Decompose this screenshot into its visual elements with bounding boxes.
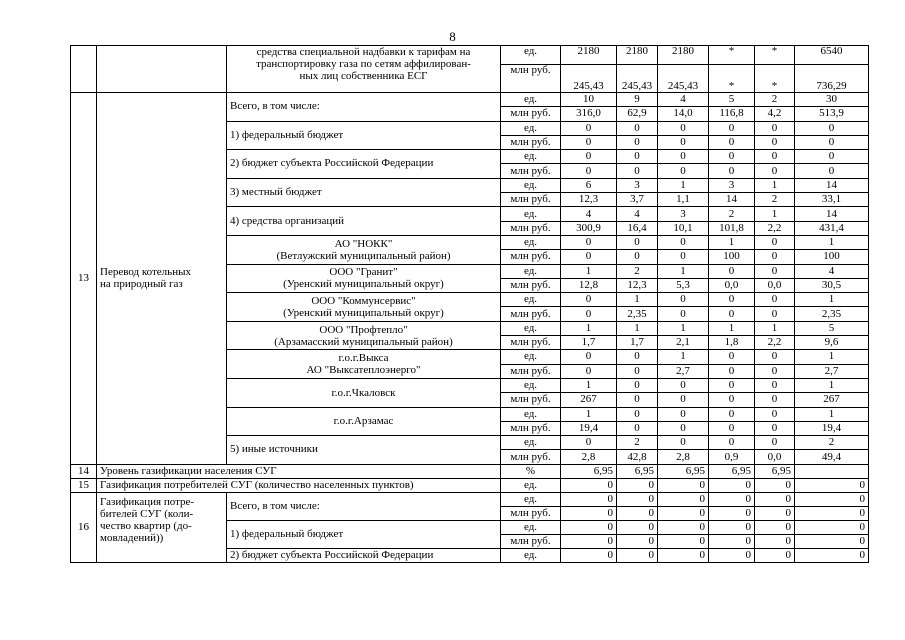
value-cell: 42,8 (617, 450, 658, 464)
unit-cell: млн руб. (501, 393, 561, 407)
value-cell: 513,9 (795, 107, 869, 121)
value-cell: 6,95 (658, 464, 709, 478)
value-cell: 6540 (795, 46, 869, 65)
value-cell: 3,7 (617, 193, 658, 207)
unit-cell: ед. (501, 46, 561, 65)
value-cell: 0 (658, 436, 709, 450)
label-line: бителей СУГ (коли- (100, 507, 194, 520)
value-cell: 0 (755, 293, 795, 307)
value-cell: 30,5 (795, 278, 869, 292)
value-cell: 1 (795, 350, 869, 364)
value-cell: 0 (561, 506, 617, 520)
row-title (97, 492, 227, 562)
value-cell: 2,1 (658, 336, 709, 350)
value-cell: 19,4 (795, 421, 869, 435)
value-cell: 0 (755, 150, 795, 164)
value-cell: 431,4 (795, 221, 869, 235)
value-cell: 2180 (561, 46, 617, 65)
table-row (71, 492, 869, 506)
value-cell: 6,95 (561, 464, 617, 478)
row-title: Газификация потребителей СУГ (количество населенных пунктов) (97, 478, 501, 492)
row-title (97, 93, 227, 465)
table-row (71, 478, 869, 492)
value-cell: 0 (755, 393, 795, 407)
value-cell: 0 (709, 293, 755, 307)
value-cell: 0 (561, 364, 617, 378)
value-cell: 4,2 (755, 107, 795, 121)
value-cell: 0 (658, 478, 709, 492)
value-cell: 49,4 (795, 450, 869, 464)
value-cell: 1 (755, 178, 795, 192)
value-cell: 0 (617, 393, 658, 407)
value-cell: 0 (795, 478, 869, 492)
unit-cell: млн руб. (501, 307, 561, 321)
value-cell: 0 (755, 478, 795, 492)
value-cell: 0 (755, 164, 795, 178)
value-cell: 0 (755, 407, 795, 421)
value-cell: 316,0 (561, 107, 617, 121)
label-line: АО "Выксатеплоэнерго" (306, 364, 421, 377)
value-cell: 0 (795, 506, 869, 520)
value-cell: 1 (795, 378, 869, 392)
value-cell: 0 (709, 436, 755, 450)
value-cell: 0 (755, 250, 795, 264)
value-cell: 1,8 (709, 336, 755, 350)
label-line: чество квартир (до- (100, 519, 192, 532)
item-label: Всего, в том числе: (227, 93, 501, 122)
label-line: мовладений)) (100, 531, 164, 544)
value-cell: 0 (755, 135, 795, 149)
value-cell: 2 (617, 436, 658, 450)
value-cell: * (755, 46, 795, 65)
value-cell: 0,0 (709, 278, 755, 292)
value-cell: 0,9 (709, 450, 755, 464)
value-cell: 245,43 (617, 65, 658, 93)
value-cell: 0 (617, 534, 658, 548)
value-cell: 0 (755, 492, 795, 506)
value-cell: 6 (561, 178, 617, 192)
label-line: ООО "Гранит" (329, 266, 398, 279)
item-label: 1) федеральный бюджет (227, 121, 501, 150)
value-cell: 2 (755, 93, 795, 107)
value-cell: 6,95 (755, 464, 795, 478)
value-cell: 0 (755, 506, 795, 520)
unit-cell: ед. (501, 492, 561, 506)
value-cell: 0 (658, 150, 709, 164)
value-cell: 9,6 (795, 336, 869, 350)
value-cell: 1 (709, 235, 755, 249)
value-cell: 2 (709, 207, 755, 221)
value-cell: 1 (561, 407, 617, 421)
value-cell: 0 (658, 492, 709, 506)
value-cell: 0 (709, 364, 755, 378)
value-cell: 5,3 (658, 278, 709, 292)
value-cell: 14,0 (658, 107, 709, 121)
value-cell: 0 (561, 492, 617, 506)
value-cell: 0 (658, 121, 709, 135)
unit-cell: ед. (501, 407, 561, 421)
value-cell: 0 (709, 264, 755, 278)
label-line: ООО "Профтепло" (319, 323, 408, 336)
value-cell: 267 (795, 393, 869, 407)
unit-cell: ед. (501, 520, 561, 534)
value-cell: 0 (561, 307, 617, 321)
value-cell: 0 (709, 534, 755, 548)
unit-cell: млн руб. (501, 164, 561, 178)
unit-cell: млн руб. (501, 421, 561, 435)
row-number: 14 (71, 464, 97, 478)
value-cell: 1,7 (617, 336, 658, 350)
value-cell: 0 (755, 350, 795, 364)
value-cell: 2,7 (658, 364, 709, 378)
label-line: (Арзамасский муниципальный район) (274, 335, 453, 348)
value-cell: 0 (561, 293, 617, 307)
value-cell: 2 (755, 193, 795, 207)
value-cell: 0 (561, 164, 617, 178)
value-cell: 3 (658, 207, 709, 221)
value-cell: 0 (617, 135, 658, 149)
value-cell: 2,35 (617, 307, 658, 321)
value-cell: 14 (709, 193, 755, 207)
unit-cell: млн руб. (501, 65, 561, 93)
page-number: 8 (449, 29, 456, 44)
value-cell: 0 (561, 121, 617, 135)
value-cell: 0 (709, 378, 755, 392)
value-cell: 1 (658, 350, 709, 364)
table-body (71, 46, 869, 563)
value-cell: 1 (795, 293, 869, 307)
unit-cell: ед. (501, 264, 561, 278)
unit-cell: млн руб. (501, 450, 561, 464)
value-cell: 5 (795, 321, 869, 335)
data-table (70, 45, 869, 563)
value-cell: 0 (709, 164, 755, 178)
item-label (227, 293, 501, 322)
value-cell: 0 (795, 548, 869, 562)
value-cell: 0 (617, 492, 658, 506)
value-cell: 0 (709, 307, 755, 321)
unit-cell: млн руб. (501, 193, 561, 207)
label-line: (Уренский муниципальный округ) (283, 306, 444, 319)
value-cell: 6,95 (709, 464, 755, 478)
unit-cell: млн руб. (501, 278, 561, 292)
value-cell: 0 (617, 407, 658, 421)
value-cell: 2,8 (561, 450, 617, 464)
unit-cell: млн руб. (501, 364, 561, 378)
value-cell: 0 (709, 520, 755, 534)
value-cell: 0 (795, 150, 869, 164)
value-cell: 0 (755, 421, 795, 435)
value-cell: 2,2 (755, 221, 795, 235)
value-cell: 0 (755, 534, 795, 548)
value-cell: 1 (795, 407, 869, 421)
item-label: 2) бюджет субъекта Российской Федерации (227, 150, 501, 179)
value-cell: 2,35 (795, 307, 869, 321)
label-line: ных лиц собственника ЕСГ (299, 70, 428, 82)
value-cell: 0 (617, 121, 658, 135)
value-cell: 12,3 (617, 278, 658, 292)
value-cell: 0 (658, 250, 709, 264)
value-cell: 0 (658, 293, 709, 307)
value-cell: 0 (709, 548, 755, 562)
value-cell: 0 (658, 307, 709, 321)
unit-cell: ед. (501, 178, 561, 192)
value-cell: 14 (795, 207, 869, 221)
value-cell: 0 (617, 378, 658, 392)
value-cell: 0 (755, 548, 795, 562)
value-cell: 0 (617, 150, 658, 164)
value-cell: 0 (795, 135, 869, 149)
value-cell: 5 (709, 93, 755, 107)
value-cell: 0 (755, 264, 795, 278)
value-cell: 0 (561, 548, 617, 562)
value-cell: 736,29 (795, 65, 869, 93)
value-cell: 0 (658, 235, 709, 249)
value-cell: 0,0 (755, 278, 795, 292)
unit-cell: ед. (501, 321, 561, 335)
value-cell: 0 (658, 164, 709, 178)
value-cell: 3 (709, 178, 755, 192)
item-label: Всего, в том числе: (227, 492, 501, 520)
value-cell: 0 (658, 421, 709, 435)
value-cell: 0 (561, 534, 617, 548)
value-cell: 1,7 (561, 336, 617, 350)
value-cell: 2,8 (658, 450, 709, 464)
row-number (71, 46, 97, 93)
item-label: 5) иные источники (227, 436, 501, 465)
item-label: г.о.г.Чкаловск (227, 378, 501, 407)
value-cell: 0 (561, 350, 617, 364)
unit-cell: млн руб. (501, 336, 561, 350)
value-cell: 2,7 (795, 364, 869, 378)
value-cell: 1,1 (658, 193, 709, 207)
value-cell: 2 (795, 436, 869, 450)
table-row (71, 93, 869, 107)
value-cell: 0 (795, 492, 869, 506)
value-cell: 0 (709, 506, 755, 520)
value-cell: 0 (617, 235, 658, 249)
value-cell: 14 (795, 178, 869, 192)
value-cell: 0 (795, 534, 869, 548)
label-line: Газификация потре- (100, 495, 195, 508)
value-cell: 0 (795, 121, 869, 135)
row-number: 16 (71, 492, 97, 562)
value-cell: 0 (755, 378, 795, 392)
unit-cell: млн руб. (501, 506, 561, 520)
value-cell: 10 (561, 93, 617, 107)
item-label: 1) федеральный бюджет (227, 520, 501, 548)
unit-cell: ед. (501, 150, 561, 164)
value-cell: 0 (658, 393, 709, 407)
value-cell: 0 (561, 250, 617, 264)
unit-cell: ед. (501, 93, 561, 107)
value-cell: * (709, 46, 755, 65)
value-cell: 1 (709, 321, 755, 335)
value-cell: 267 (561, 393, 617, 407)
value-cell: * (709, 65, 755, 93)
unit-cell: млн руб. (501, 250, 561, 264)
value-cell: 1 (755, 321, 795, 335)
value-cell: 10,1 (658, 221, 709, 235)
value-cell: 19,4 (561, 421, 617, 435)
value-cell: 0 (658, 520, 709, 534)
value-cell: 1 (561, 378, 617, 392)
value-cell: 0 (795, 520, 869, 534)
value-cell: 0 (709, 393, 755, 407)
item-label: 2) бюджет субъекта Российской Федерации (227, 548, 501, 562)
unit-cell: млн руб. (501, 534, 561, 548)
value-cell: 0 (561, 520, 617, 534)
value-cell: 0 (561, 135, 617, 149)
value-cell: 2,2 (755, 336, 795, 350)
value-cell: 30 (795, 93, 869, 107)
value-cell: 0 (709, 150, 755, 164)
value-cell: 4 (795, 264, 869, 278)
value-cell: 0 (709, 478, 755, 492)
item-label (227, 46, 501, 93)
value-cell: 0 (658, 534, 709, 548)
value-cell: 0 (561, 478, 617, 492)
value-cell: 0 (617, 520, 658, 534)
value-cell: 1 (658, 178, 709, 192)
unit-cell: ед. (501, 293, 561, 307)
value-cell: 0 (561, 150, 617, 164)
unit-cell: ед. (501, 121, 561, 135)
label-line: г.о.г.Выкса (338, 352, 389, 365)
value-cell: 2180 (617, 46, 658, 65)
value-cell: 4 (617, 207, 658, 221)
value-cell: 9 (617, 93, 658, 107)
value-cell: 0 (658, 506, 709, 520)
item-label (227, 235, 501, 264)
value-cell: 0 (755, 436, 795, 450)
value-cell: 0 (617, 421, 658, 435)
value-cell: 0,0 (755, 450, 795, 464)
row-number: 15 (71, 478, 97, 492)
unit-cell: % (501, 464, 561, 478)
value-cell: 16,4 (617, 221, 658, 235)
item-label: г.о.г.Арзамас (227, 407, 501, 436)
value-cell: 0 (755, 364, 795, 378)
value-cell: 0 (795, 164, 869, 178)
value-cell: 0 (617, 548, 658, 562)
value-cell: 1 (658, 264, 709, 278)
value-cell: 0 (658, 548, 709, 562)
value-cell: 62,9 (617, 107, 658, 121)
unit-cell: ед. (501, 235, 561, 249)
label-line: на природный газ (100, 278, 183, 291)
item-label (227, 350, 501, 379)
value-cell: 0 (709, 135, 755, 149)
value-cell: 300,9 (561, 221, 617, 235)
unit-cell: млн руб. (501, 107, 561, 121)
label-line: АО "НОКК" (334, 237, 393, 250)
value-cell: 4 (658, 93, 709, 107)
value-cell: 0 (561, 235, 617, 249)
value-cell: 0 (617, 506, 658, 520)
label-line: ООО "Коммунсервис" (311, 294, 416, 307)
value-cell: 0 (617, 364, 658, 378)
value-cell: 1 (658, 321, 709, 335)
value-cell: 2 (617, 264, 658, 278)
value-cell: 0 (709, 421, 755, 435)
label-line: транспортировку газа по сетям аффилирован- (256, 58, 471, 70)
value-cell: 33,1 (795, 193, 869, 207)
value-cell: 245,43 (658, 65, 709, 93)
row-number: 13 (71, 93, 97, 465)
value-cell: 0 (709, 492, 755, 506)
value-cell: 4 (561, 207, 617, 221)
value-cell: 245,43 (561, 65, 617, 93)
unit-cell: ед. (501, 478, 561, 492)
value-cell (795, 464, 869, 478)
item-label: 3) местный бюджет (227, 178, 501, 207)
unit-cell: ед. (501, 548, 561, 562)
row-title: Уровень газификации населения СУГ (97, 464, 501, 478)
value-cell: 0 (617, 478, 658, 492)
value-cell: 1 (561, 321, 617, 335)
value-cell: 0 (755, 235, 795, 249)
value-cell: 0 (561, 436, 617, 450)
value-cell: 101,8 (709, 221, 755, 235)
value-cell: 2180 (658, 46, 709, 65)
value-cell: 12,8 (561, 278, 617, 292)
value-cell: 0 (755, 307, 795, 321)
value-cell: 0 (709, 121, 755, 135)
value-cell: 100 (709, 250, 755, 264)
unit-cell: млн руб. (501, 221, 561, 235)
value-cell: 0 (755, 121, 795, 135)
unit-cell: ед. (501, 350, 561, 364)
value-cell: 1 (795, 235, 869, 249)
value-cell: 0 (658, 135, 709, 149)
label-line: средства специальной надбавки к тарифам на (256, 46, 471, 58)
unit-cell: ед. (501, 207, 561, 221)
value-cell: 0 (755, 520, 795, 534)
row-title (97, 46, 227, 93)
unit-cell: ед. (501, 436, 561, 450)
item-label: 4) средства организаций (227, 207, 501, 236)
value-cell: 0 (658, 378, 709, 392)
value-cell: 0 (617, 164, 658, 178)
value-cell: 3 (617, 178, 658, 192)
value-cell: * (755, 65, 795, 93)
label-line: (Ветлужский муниципальный район) (276, 249, 451, 262)
value-cell: 1 (755, 207, 795, 221)
value-cell: 116,8 (709, 107, 755, 121)
value-cell: 0 (658, 407, 709, 421)
table-row (71, 46, 869, 65)
item-label (227, 321, 501, 350)
value-cell: 12,3 (561, 193, 617, 207)
item-label (227, 264, 501, 293)
value-cell: 6,95 (617, 464, 658, 478)
value-cell: 1 (617, 321, 658, 335)
value-cell: 0 (709, 350, 755, 364)
label-line: (Уренский муниципальный округ) (283, 278, 444, 291)
table-row (71, 464, 869, 478)
value-cell: 0 (617, 250, 658, 264)
value-cell: 100 (795, 250, 869, 264)
unit-cell: ед. (501, 378, 561, 392)
value-cell: 0 (617, 350, 658, 364)
label-line: Перевод котельных (100, 266, 191, 279)
value-cell: 1 (561, 264, 617, 278)
value-cell: 0 (709, 407, 755, 421)
value-cell: 1 (617, 293, 658, 307)
unit-cell: млн руб. (501, 135, 561, 149)
